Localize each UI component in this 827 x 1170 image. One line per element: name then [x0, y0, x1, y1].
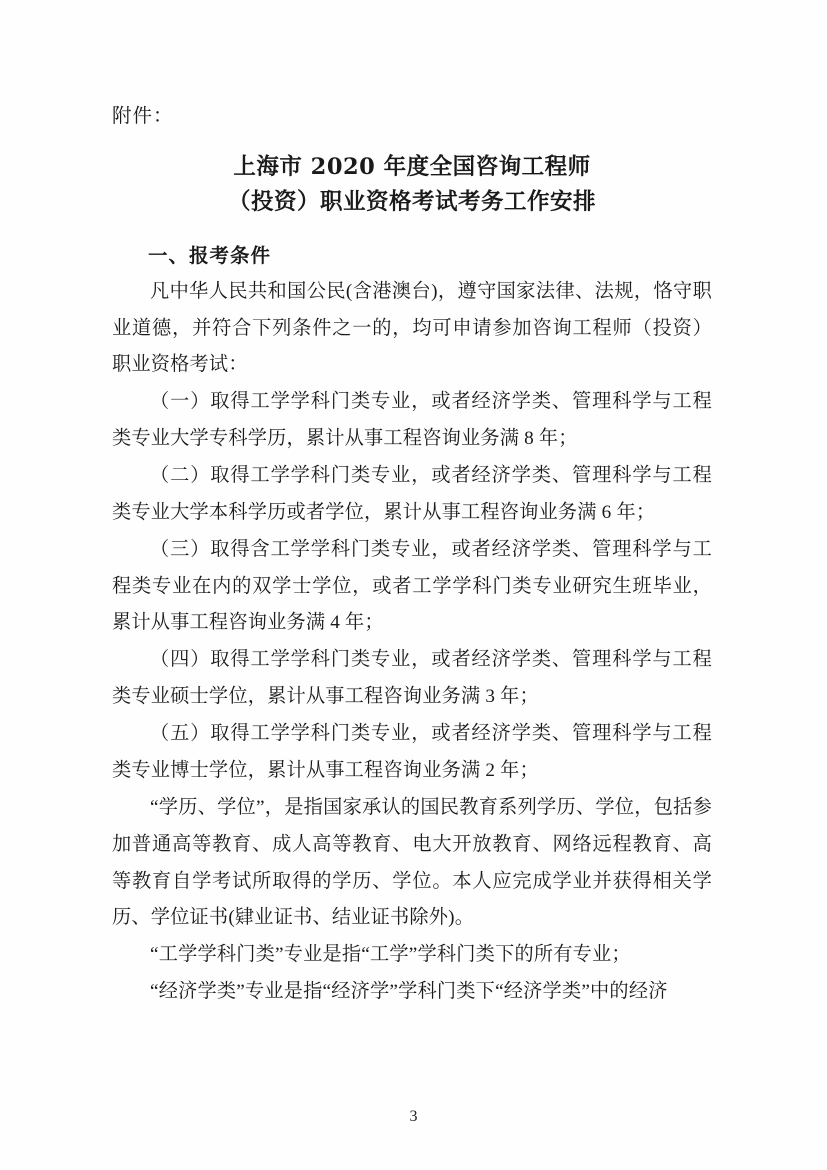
- paragraph-condition-2: （二）取得工学学科门类专业，或者经济学类、管理科学与工程类专业大学本科学历或者学位，累计从事工程咨询业务满 6 年；: [112, 465, 712, 523]
- paragraph-condition-5: （五）取得工学学科门类专业，或者经济学类、管理科学与工程类专业博士学位，累计从事工程咨询业务满 2 年；: [112, 723, 712, 781]
- document-body: [112, 100, 712, 1011]
- section-heading-eligibility: 一、报考条件: [148, 243, 272, 267]
- paragraph-condition-3: （三）取得含工学学科门类专业，或者经济学类、管理科学与工程类专业在内的双学士学位，或者工学学科门类专业研究生班毕业，累计从事工程咨询业务满 4 年；: [112, 538, 712, 634]
- paragraph-definition-degree: “学历、学位”，是指国家承认的国民教育系列学历、学位，包括参加普通高等教育、成人高等教育、电大开放教育、网络远程教育、高等教育自学考试所取得的学历、学位。本人应完成学业并获得相关学历、学位证书(肄业证书、结业证书除外)。: [112, 796, 712, 929]
- paragraph-definition-engineering: “工学学科门类”专业是指“工学”学科门类下的所有专业；: [150, 944, 631, 966]
- attachment-label: 附件：: [112, 106, 174, 127]
- paragraph-condition-1: （一）取得工学学科门类专业，或者经济学类、管理科学与工程类专业大学专科学历，累计从事工程咨询业务满 8 年；: [112, 391, 712, 450]
- paragraph-condition-4: （四）取得工学学科门类专业，或者经济学类、管理科学与工程类专业硕士学位，累计从事工程咨询业务满 3 年；: [112, 649, 712, 708]
- page-title-line-1: 上海市 2020 年度全国咨询工程师: [233, 154, 591, 180]
- page-number: 3: [409, 1108, 418, 1125]
- paragraph-definition-economics: “经济学类”专业是指“经济学”学科门类下“经济学类”中的经济: [150, 981, 668, 1003]
- paragraph-intro: 凡中华人民共和国公民(含港澳台)，遵守国家法律、法规，恪守职业道德，并符合下列条件之一的，均可申请参加咨询工程师（投资）职业资格考试：: [112, 280, 712, 376]
- page-title: [112, 150, 712, 220]
- page-title-line-2: （投资）职业资格考试考务工作安排: [227, 188, 596, 215]
